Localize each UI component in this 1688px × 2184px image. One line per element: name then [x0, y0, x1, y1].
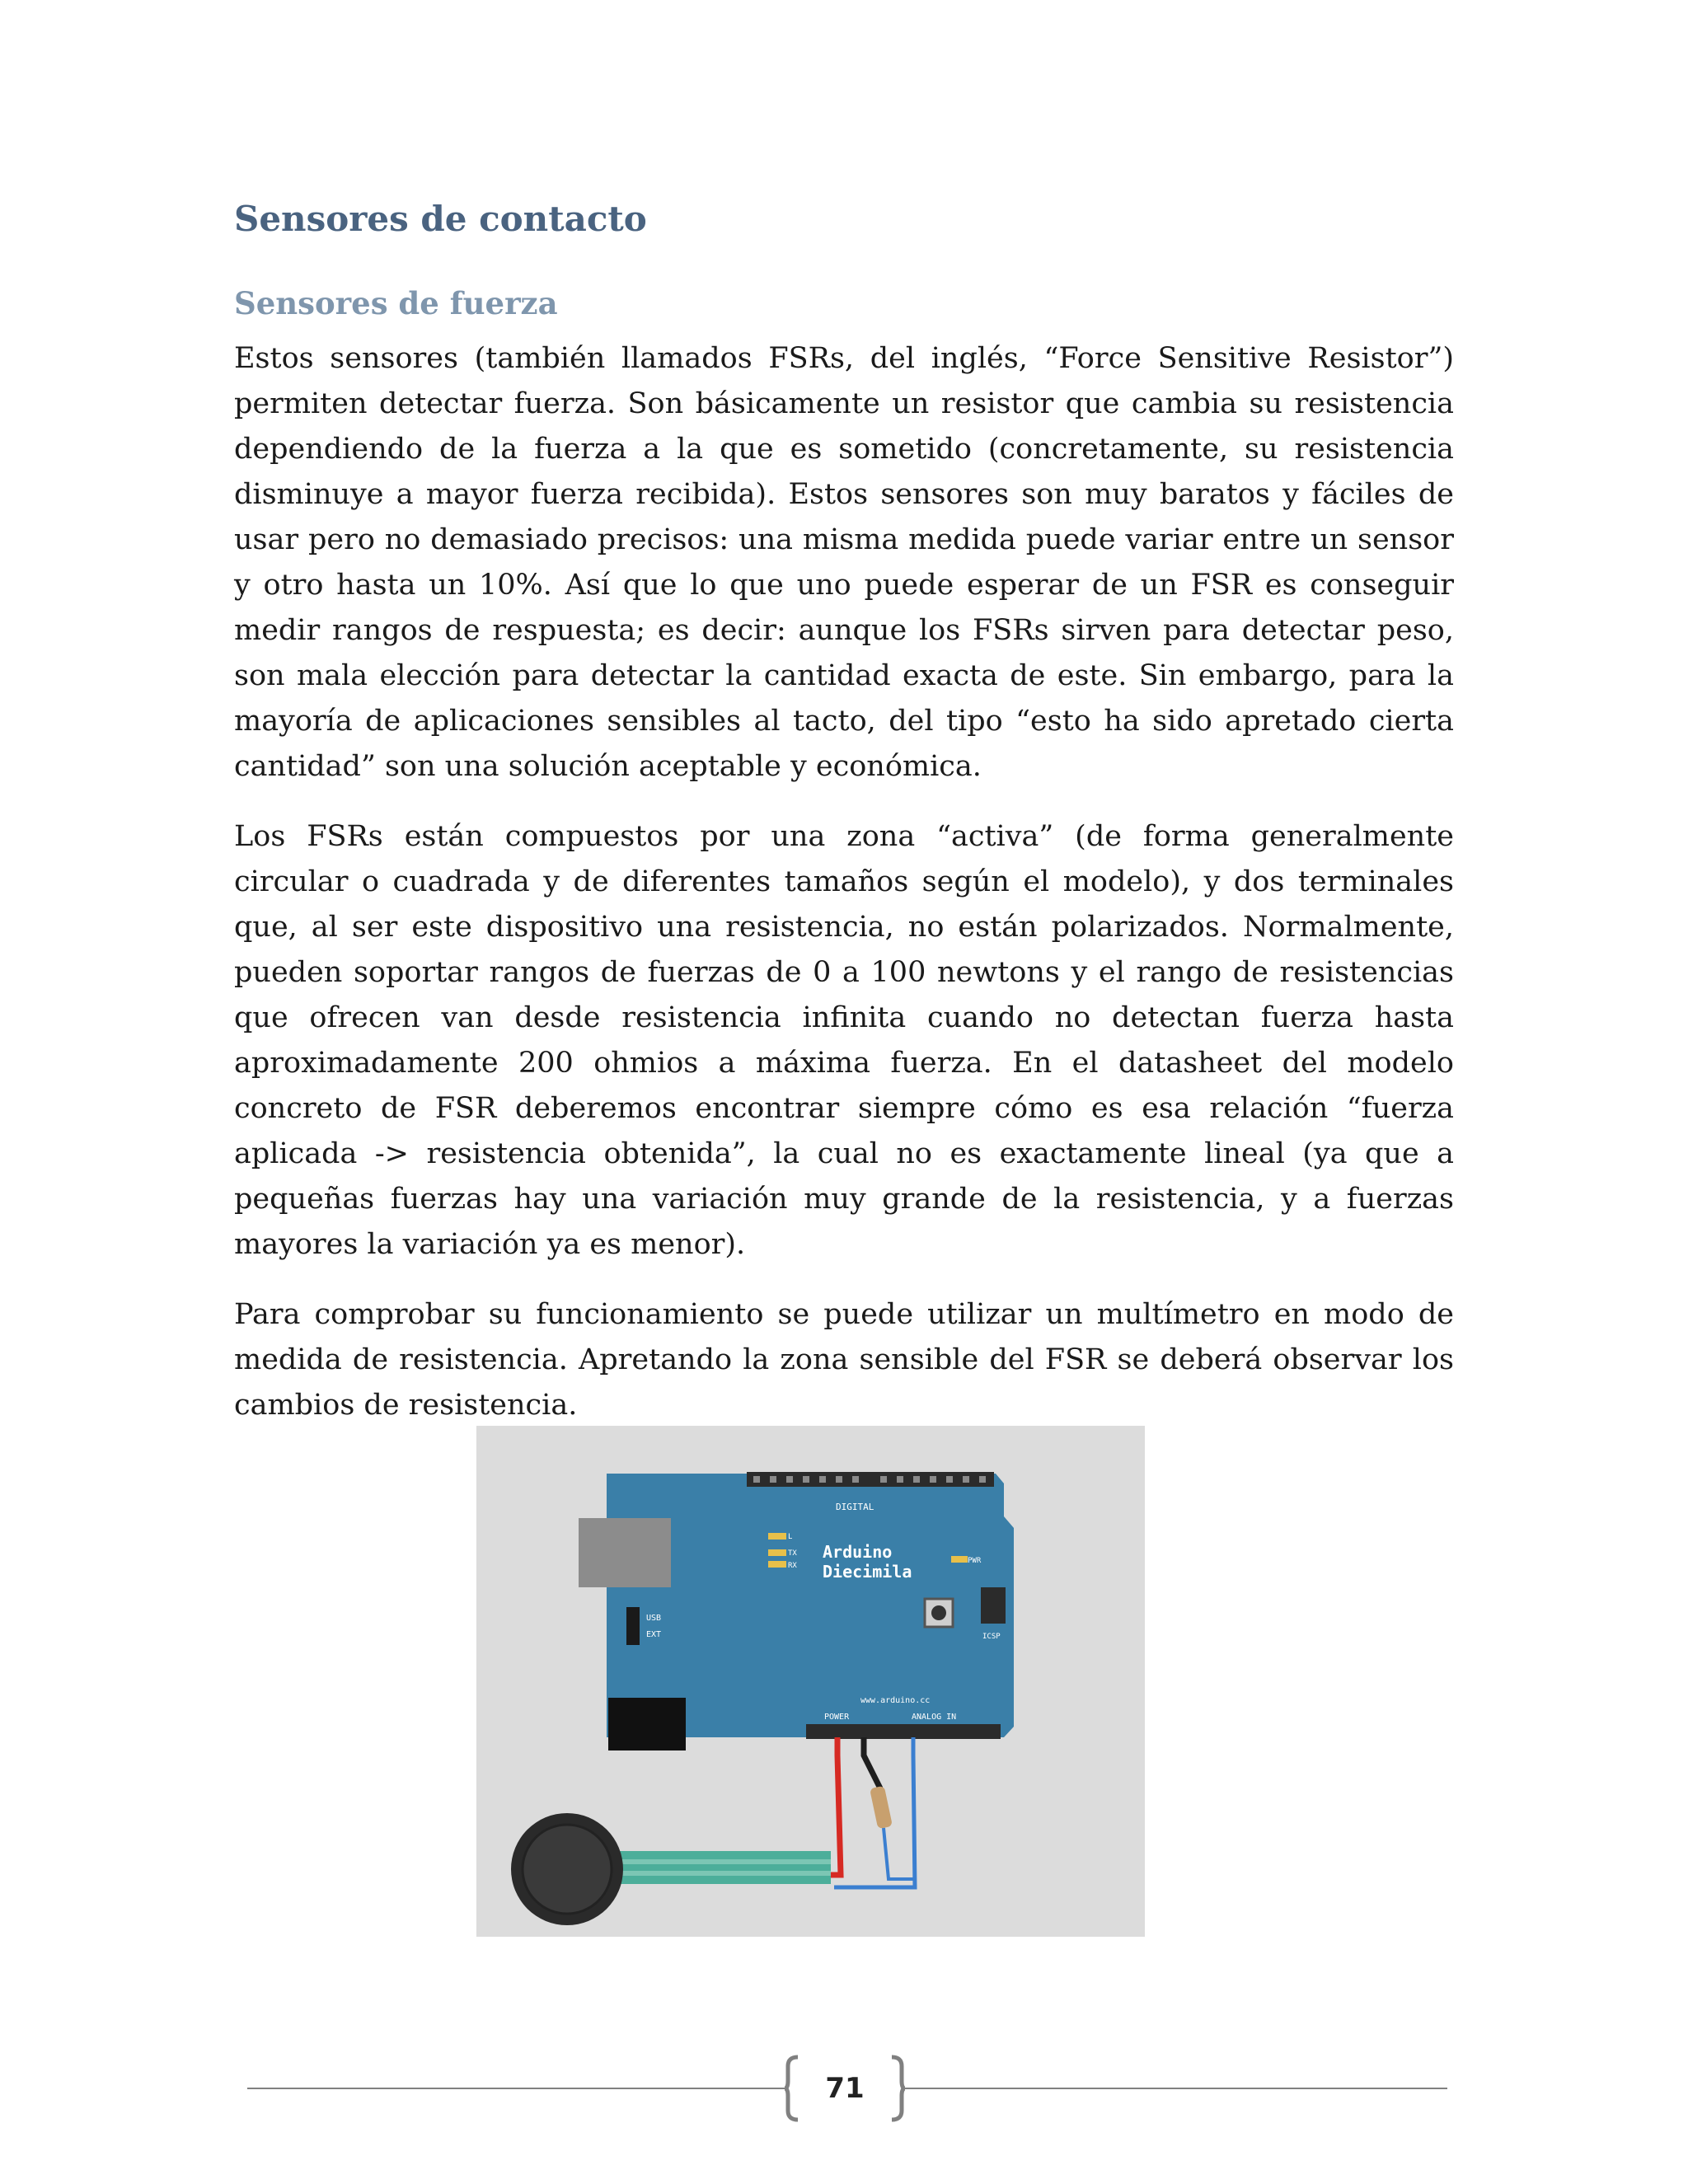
paragraph-3: Para comprobar su funcionamiento se puede utilizar un multímetro en modo de medida de resistencia. Apretando la zona sensible del FSR se deberá observar los cambios de resistencia. [234, 1298, 1454, 1422]
footer-rule-left [247, 2088, 788, 2089]
digital-label: DIGITAL [836, 1502, 874, 1512]
led-pwr [951, 1556, 968, 1563]
arduino-fsr-wiring-figure [476, 1426, 1145, 1937]
fsr-sensor-active-area [523, 1825, 612, 1914]
l-label: L [788, 1533, 793, 1541]
pwr-label: PWR [968, 1557, 982, 1565]
page-number: 71 [825, 2072, 865, 2105]
digital-header [747, 1472, 994, 1487]
icsp-header [981, 1587, 1006, 1624]
url-label: www.arduino.cc [860, 1696, 931, 1705]
power-analog-header [806, 1724, 1001, 1739]
power-label: POWER [824, 1713, 850, 1722]
board-name-line1: Arduino [823, 1542, 893, 1562]
board-name-line2: Diecimila [823, 1562, 912, 1582]
tx-label: TX [788, 1549, 797, 1558]
rx-label: RX [788, 1562, 797, 1570]
usb-label: USB [646, 1614, 662, 1623]
ext-label: EXT [646, 1630, 662, 1639]
analog-in-label: ANALOG IN [912, 1713, 957, 1722]
icsp-label: ICSP [982, 1633, 1001, 1641]
wiring-diagram [476, 1426, 1145, 1937]
power-jack [608, 1698, 686, 1750]
led-l [768, 1533, 786, 1540]
pwr-sel-jumper [626, 1607, 640, 1645]
led-tx [768, 1549, 786, 1556]
section-heading: Sensores de contacto [234, 199, 647, 239]
paragraph-2: Los FSRs están compuestos por una zona “activa” (de forma generalmente circular o cuadrada y de diferentes tamaños según el modelo), y dos terminales que, al ser este dispositivo una resistencia, no están polarizados. Normalmente, pueden soportar rangos de fuerzas de 0 a 100 newtons y el rango de resistencias que ofrecen van desde resistencia infinita cuando no detectan fuerza hasta aproximadamente 200 ohmios a máxima fuerza. En el datasheet del modelo concreto de FSR deberemos encontrar siempre cómo es esa relación “fuerza aplicada -> resistencia obtenida”, la cual no es exactamente lineal (ya que a pequeñas fuerzas hay una variación muy grande de la resistencia, y a fuerzas mayores la variación ya es menor). [234, 820, 1454, 1261]
footer-rule-right [903, 2088, 1447, 2089]
reset-button-cap [931, 1605, 946, 1620]
led-rx [768, 1561, 786, 1568]
subsection-heading: Sensores de fuerza [234, 285, 558, 321]
usb-connector [579, 1518, 671, 1587]
paragraph-1: Estos sensores (también llamados FSRs, del inglés, “Force Sensitive Resistor”) permiten detectar fuerza. Son básicamente un resistor que cambia su resistencia dependiendo de la fuerza a la que es sometido (concretamente, su resistencia disminuye a mayor fuerza recibida). Estos sensores son muy baratos y fáciles de usar pero no demasiado precisos: una misma medida puede variar entre un sensor y otro hasta un 10%. Así que lo que uno puede esperar de un FSR es conseguir medir rangos de respuesta; es decir: aunque los FSRs sirven para detectar peso, son mala elección para detectar la cantidad exacta de este. Sin embargo, para la mayoría de aplicaciones sensibles al tacto, del tipo “esto ha sido apretado cierta cantidad” son una solución aceptable y económica. [234, 342, 1454, 783]
page-content [234, 196, 1454, 1453]
